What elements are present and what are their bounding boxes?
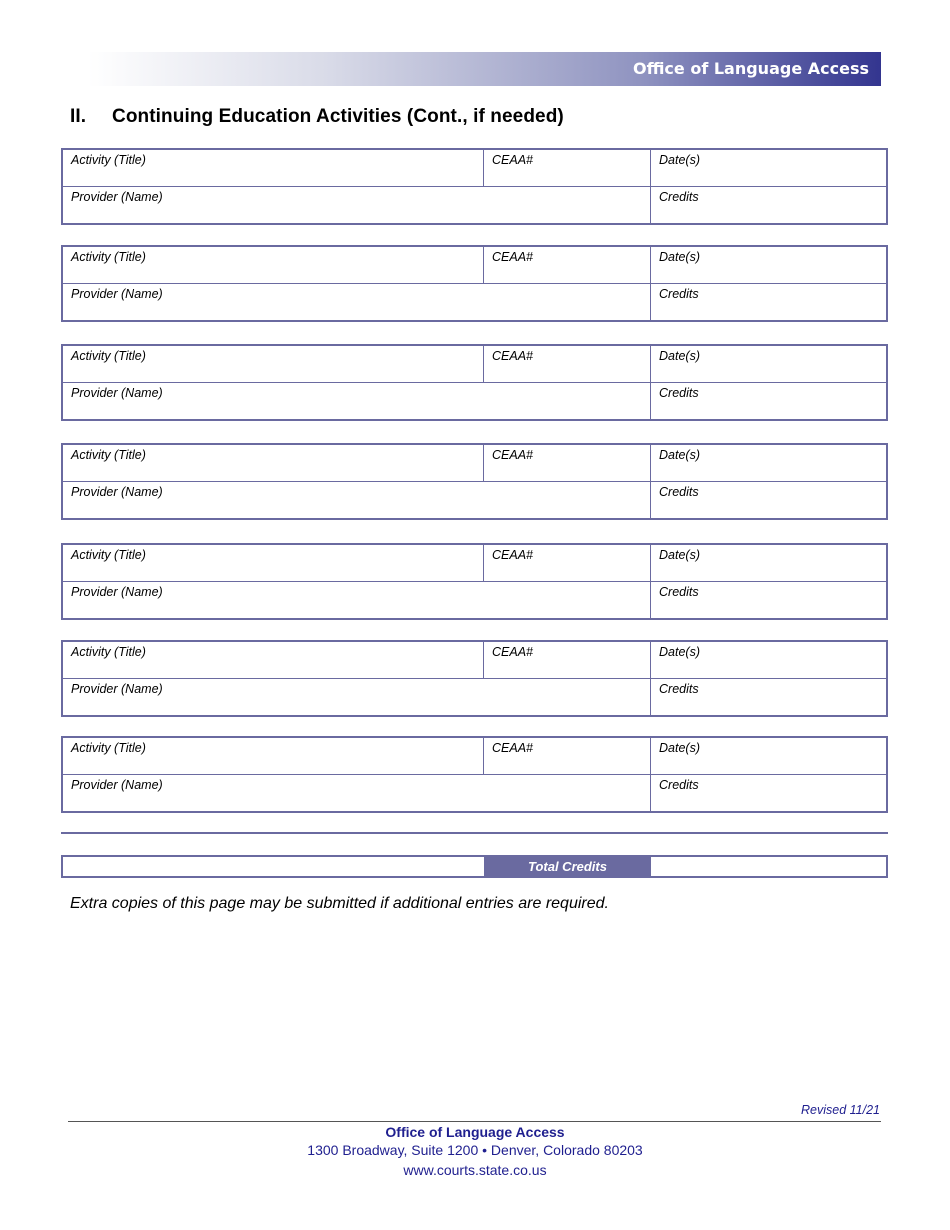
activity-entry — [61, 443, 888, 520]
ceaa-field[interactable] — [484, 445, 651, 482]
credits-field[interactable] — [651, 679, 886, 715]
footer-url[interactable]: www.courts.state.co.us — [403, 1162, 547, 1178]
dates-label: Date(s) — [659, 448, 700, 462]
activity-field[interactable] — [63, 545, 484, 582]
ceaa-label: CEAA# — [492, 645, 533, 659]
activity-label: Activity (Title) — [71, 448, 146, 462]
activity-label: Activity (Title) — [71, 548, 146, 562]
dates-field[interactable] — [651, 738, 886, 775]
header-banner — [88, 52, 881, 86]
activity-entry — [61, 640, 888, 717]
revised-date: Revised 11/21 — [801, 1103, 880, 1117]
credits-label: Credits — [659, 485, 699, 499]
dates-label: Date(s) — [659, 153, 700, 167]
dates-label: Date(s) — [659, 741, 700, 755]
activity-entry — [61, 245, 888, 322]
footer — [0, 1123, 950, 1179]
activity-field[interactable] — [63, 346, 484, 383]
dates-field[interactable] — [651, 346, 886, 383]
dates-field[interactable] — [651, 150, 886, 187]
activity-entry — [61, 543, 888, 620]
provider-field[interactable] — [63, 284, 651, 320]
dates-field[interactable] — [651, 445, 886, 482]
extra-copies-note: Extra copies of this page may be submitted if additional entries are required. — [70, 895, 609, 912]
activity-field[interactable] — [63, 247, 484, 284]
provider-field[interactable] — [63, 775, 651, 811]
activity-field[interactable] — [63, 150, 484, 187]
footer-address: 1300 Broadway, Suite 1200 • Denver, Colorado 80203 — [307, 1142, 643, 1158]
provider-label: Provider (Name) — [71, 190, 163, 204]
footer-divider — [68, 1121, 881, 1122]
total-credits-label: Total Credits — [484, 857, 651, 876]
activity-field[interactable] — [63, 642, 484, 679]
ceaa-field[interactable] — [484, 150, 651, 187]
dates-label: Date(s) — [659, 349, 700, 363]
divider-line — [61, 832, 888, 834]
credits-label: Credits — [659, 585, 699, 599]
dates-field[interactable] — [651, 545, 886, 582]
credits-field[interactable] — [651, 383, 886, 419]
dates-label: Date(s) — [659, 548, 700, 562]
provider-field[interactable] — [63, 482, 651, 518]
ceaa-label: CEAA# — [492, 349, 533, 363]
credits-label: Credits — [659, 190, 699, 204]
activity-entry — [61, 736, 888, 813]
credits-label: Credits — [659, 386, 699, 400]
dates-label: Date(s) — [659, 250, 700, 264]
provider-field[interactable] — [63, 582, 651, 618]
ceaa-field[interactable] — [484, 545, 651, 582]
footer-org: Office of Language Access — [385, 1124, 565, 1140]
header-title: Office of Language Access — [632, 59, 869, 78]
ceaa-label: CEAA# — [492, 741, 533, 755]
credits-field[interactable] — [651, 482, 886, 518]
provider-label: Provider (Name) — [71, 287, 163, 301]
ceaa-label: CEAA# — [492, 153, 533, 167]
activity-label: Activity (Title) — [71, 645, 146, 659]
dates-field[interactable] — [651, 247, 886, 284]
provider-label: Provider (Name) — [71, 386, 163, 400]
activity-field[interactable] — [63, 738, 484, 775]
credits-field[interactable] — [651, 582, 886, 618]
ceaa-label: CEAA# — [492, 250, 533, 264]
section-title: Continuing Education Activities (Cont., if needed) — [112, 106, 564, 127]
provider-field[interactable] — [63, 383, 651, 419]
ceaa-label: CEAA# — [492, 448, 533, 462]
dates-field[interactable] — [651, 642, 886, 679]
ceaa-field[interactable] — [484, 346, 651, 383]
dates-label: Date(s) — [659, 645, 700, 659]
credits-field[interactable] — [651, 187, 886, 223]
total-credits-field[interactable] — [651, 857, 886, 876]
provider-label: Provider (Name) — [71, 585, 163, 599]
ceaa-field[interactable] — [484, 738, 651, 775]
credits-field[interactable] — [651, 284, 886, 320]
activity-label: Activity (Title) — [71, 349, 146, 363]
activity-label: Activity (Title) — [71, 250, 146, 264]
activity-field[interactable] — [63, 445, 484, 482]
provider-label: Provider (Name) — [71, 682, 163, 696]
section-heading — [70, 106, 564, 128]
activity-entry — [61, 148, 888, 225]
section-number: II. — [70, 106, 87, 127]
provider-field[interactable] — [63, 187, 651, 223]
activity-label: Activity (Title) — [71, 741, 146, 755]
ceaa-field[interactable] — [484, 247, 651, 284]
credits-label: Credits — [659, 287, 699, 301]
activity-entry — [61, 344, 888, 421]
provider-label: Provider (Name) — [71, 778, 163, 792]
activity-label: Activity (Title) — [71, 153, 146, 167]
ceaa-label: CEAA# — [492, 548, 533, 562]
credits-label: Credits — [659, 778, 699, 792]
total-credits-row — [61, 855, 888, 878]
provider-label: Provider (Name) — [71, 485, 163, 499]
ceaa-field[interactable] — [484, 642, 651, 679]
credits-label: Credits — [659, 682, 699, 696]
provider-field[interactable] — [63, 679, 651, 715]
credits-field[interactable] — [651, 775, 886, 811]
